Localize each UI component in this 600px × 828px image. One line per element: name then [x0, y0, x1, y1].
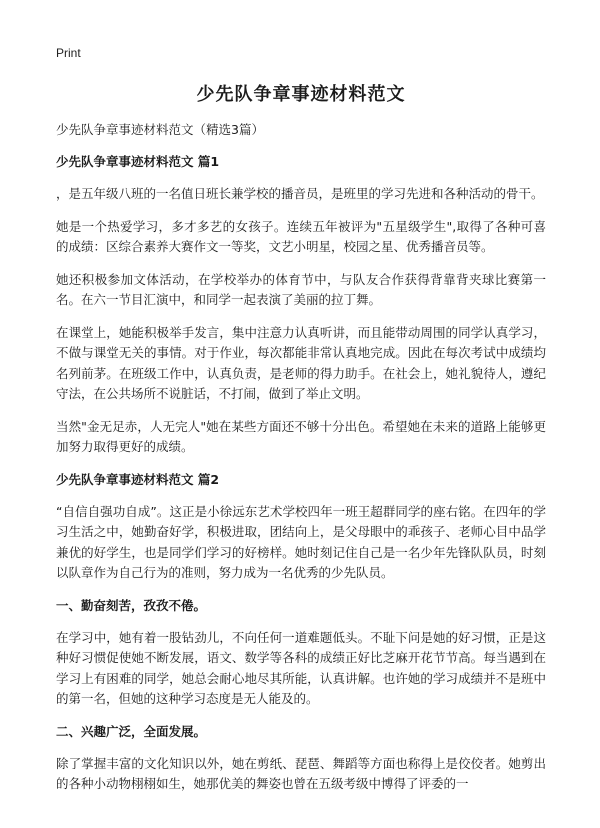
paragraph: 她还积极参加文体活动，在学校举办的体育节中，与队友合作获得背靠背夹球比赛第一名。在六一节目汇演中，和同学一起表演了美丽的拉丁舞。 — [56, 271, 546, 307]
paragraph: “自信自强功自成”。这正是小徐远东艺术学校四年一班王超群同学的座右铭。在四年的学习生活之中，她勤奋好学，积极进取，团结向上，是父母眼中的乖孩子、老师心目中品学兼优的好学生，也是同学们学习的好榜样。她时刻记住自己是一名少年先锋队队员，时刻以队章作为自己行为的准则，努力成为一名优秀的少先队员。 — [56, 503, 546, 580]
paragraph: 除了掌握丰富的文化知识以外，她在剪纸、琵琶、舞蹈等方面也称得上是佼佼者。她剪出的各种小动物栩栩如生，她那优美的舞姿也曾在五级考级中博得了评委的一 — [56, 755, 546, 791]
print-label[interactable]: Print — [56, 46, 81, 60]
paragraph: 她是一个热爱学习，多才多艺的女孩子。连续五年被评为"五星级学生",取得了各种可喜的成绩：区综合素养大赛作文一等奖，文艺小明星，校园之星、优秀播音员等。 — [56, 218, 546, 254]
subsection-heading: 一、勤奋刻苦，孜孜不倦。 — [56, 597, 207, 613]
paragraph: 在学习中，她有着一股钻劲儿，不向任何一道难题低头。不耻下问是她的好习惯，正是这种好习惯促使她不断发展，语文、数学等各科的成绩正好比芝麻开花节节高。每当遇到在学习上有困难的同学，她总会耐心地尽其所能，认真讲解。也许她的学习成绩并不是班中的第一名，但她的这种学习态度是无人能及的。 — [56, 629, 546, 706]
document-page — [56, 44, 546, 795]
paragraph: ，是五年级八班的一名值日班长兼学校的播音员，是班里的学习先进和各种活动的骨干。 — [56, 186, 544, 201]
paragraph: 在课堂上，她能积极举手发言，集中注意力认真听讲，而且能带动周围的同学认真学习，不做与课堂无关的事情。对于作业，每次都能非常认真地完成。因此在每次考试中成绩均名列前茅。在班级工作中，认真负责，是老师的得力助手。在社会上，她礼貌待人，遵纪守法，在公共场所不说脏话，不打闹，做到了举止文明。 — [56, 324, 546, 401]
document-title: 少先队争章事迹材料范文 — [196, 84, 406, 105]
document-subtitle: 少先队争章事迹材料范文（精选3篇） — [56, 122, 264, 137]
subsection-heading: 二、兴趣广泛，全面发展。 — [56, 723, 207, 739]
section-heading: 少先队争章事迹材料范文 篇2 — [56, 471, 220, 487]
section-heading: 少先队争章事迹材料范文 篇1 — [56, 154, 220, 169]
paragraph: 当然"金无足赤，人无完人"她在某些方面还不够十分出色。希望她在未来的道路上能够更加努力取得更好的成绩。 — [56, 418, 546, 454]
